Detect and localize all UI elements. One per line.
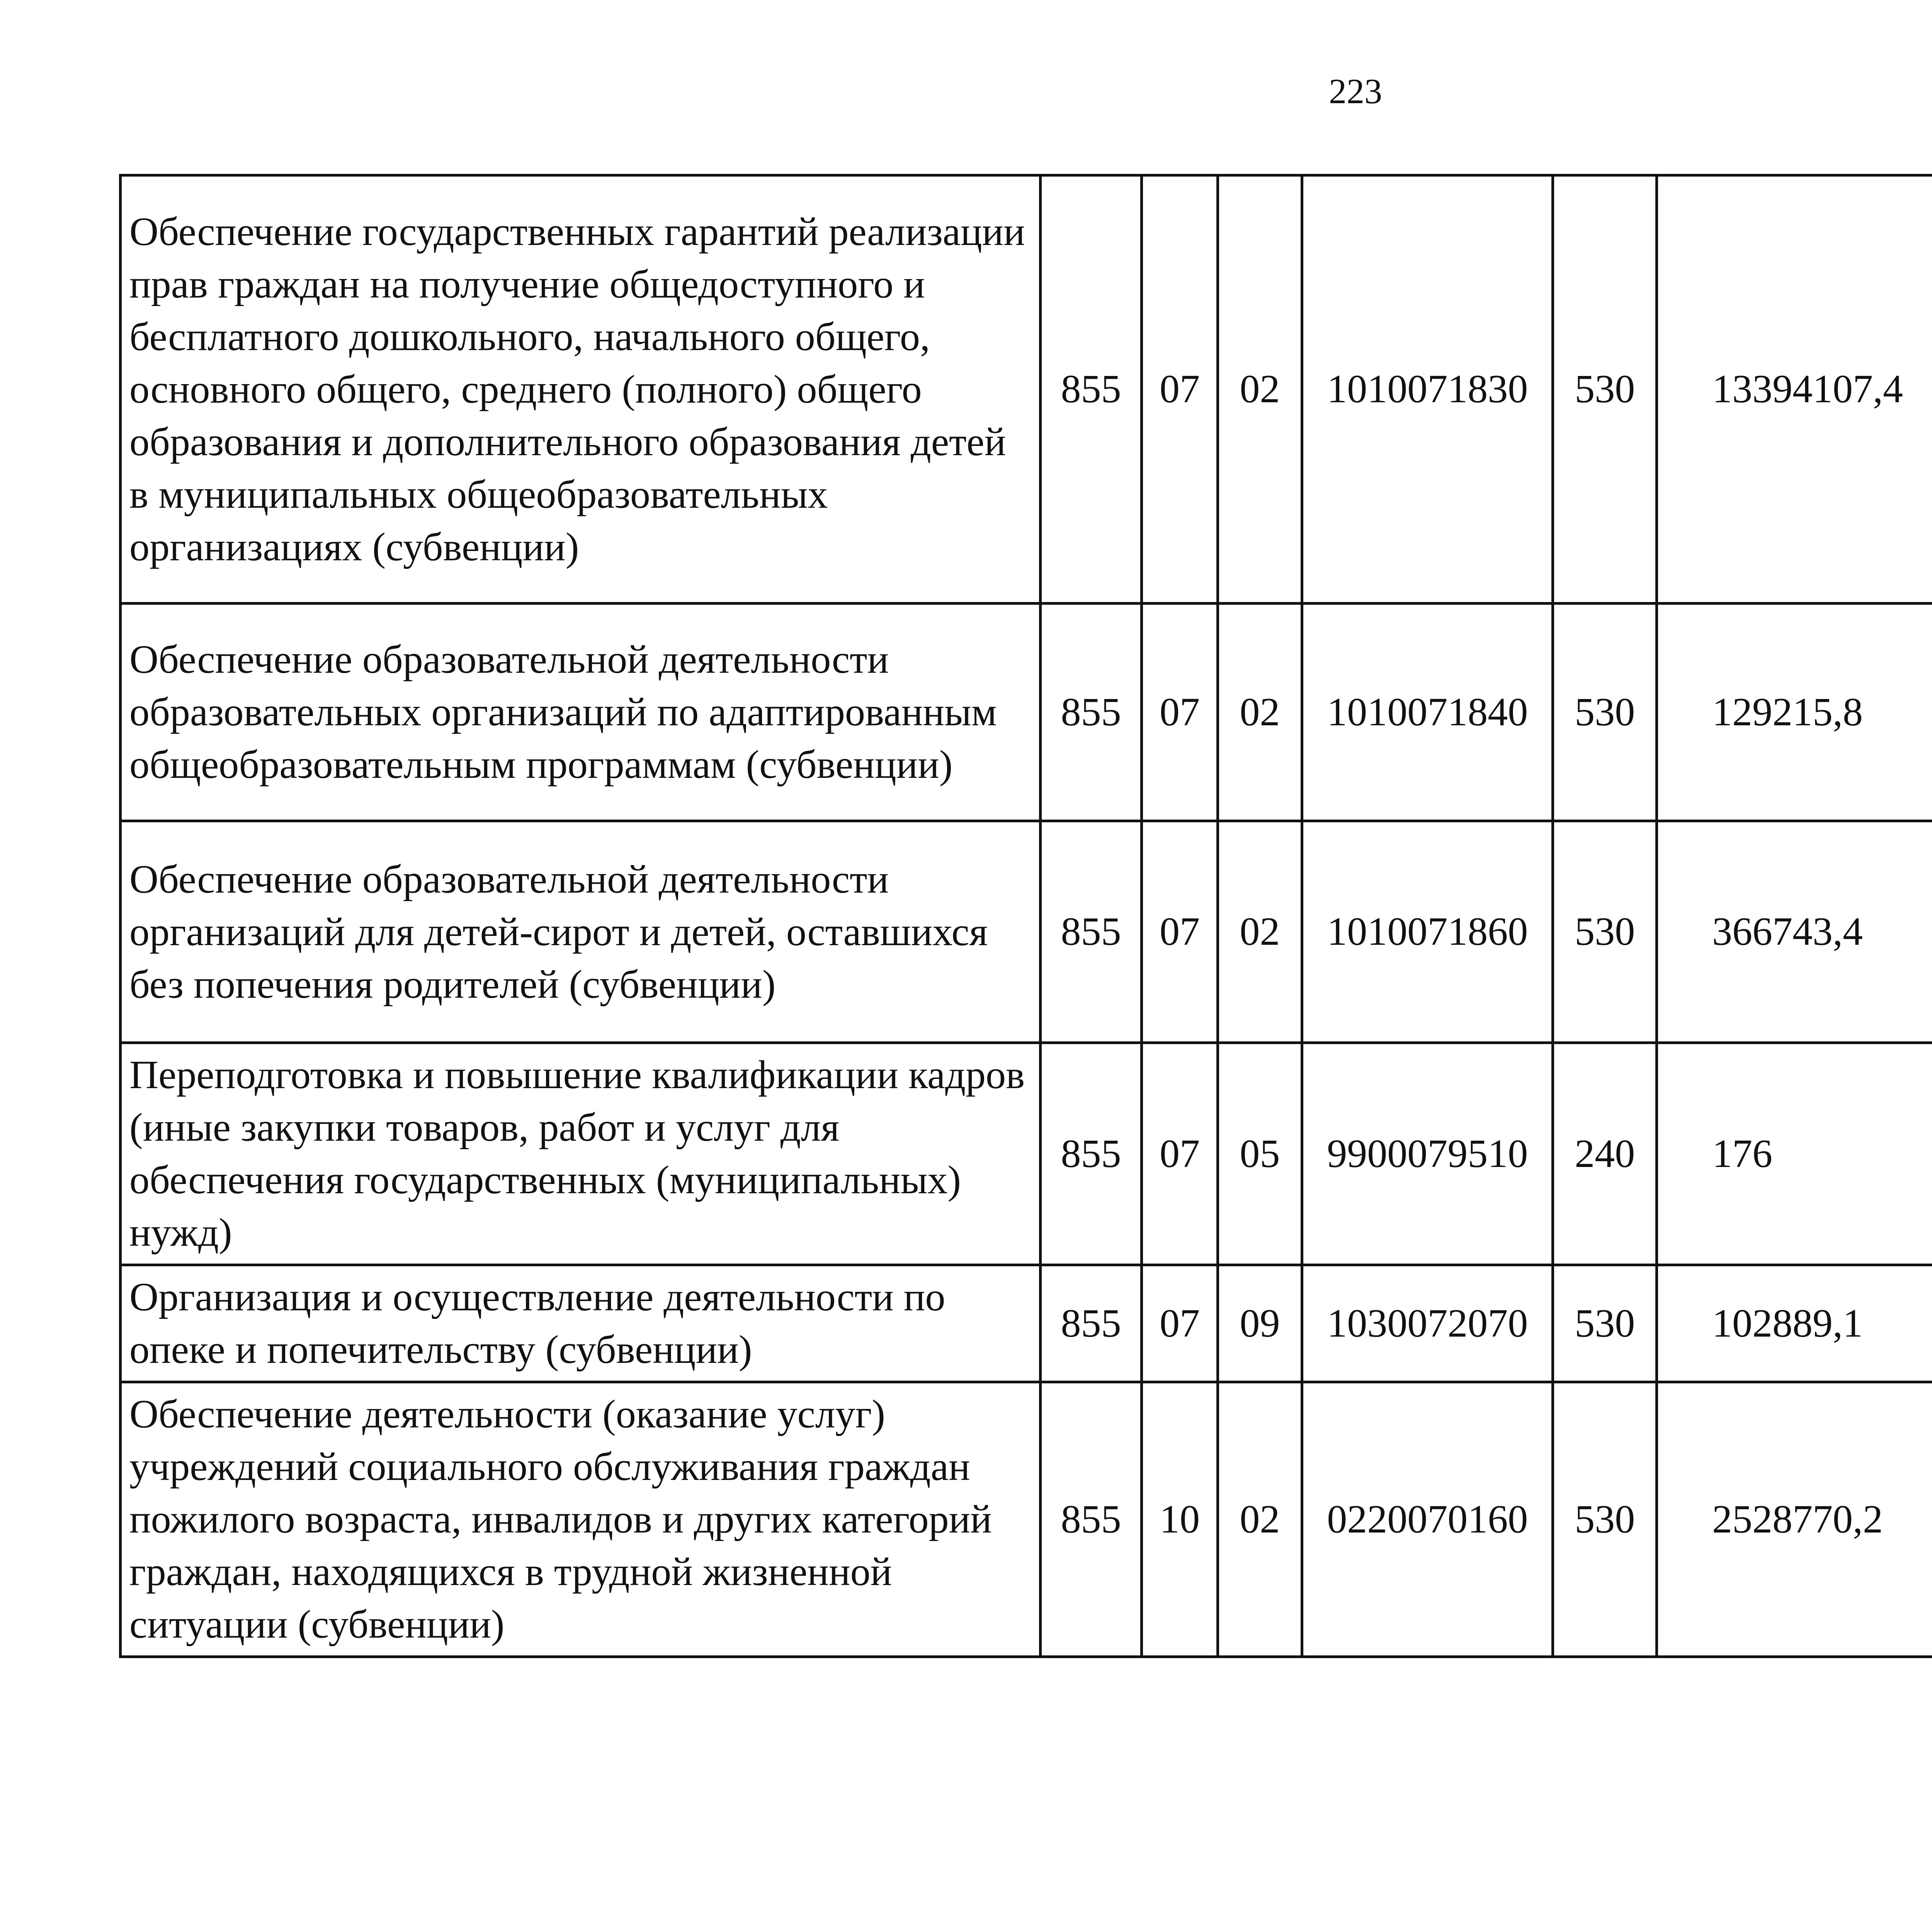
expense-type-cell: 530 (1553, 604, 1657, 821)
section-code-cell: 07 (1142, 175, 1218, 604)
description-cell: Обеспечение деятельности (оказание услуг) учреждений социального обслуживания граждан пожилого возраста, инвалидов и других категорий граждан, находящихся в трудной жизненной ситуации (субвенции) (121, 1382, 1041, 1657)
table-row (121, 821, 1932, 1043)
ministry-code-cell: 855 (1040, 1043, 1142, 1265)
section-code-cell: 07 (1142, 821, 1218, 1043)
amount-cell-1: 102889,1 (1656, 1265, 1932, 1382)
subsection-code-cell: 02 (1218, 175, 1302, 604)
section-code-cell: 07 (1142, 1043, 1218, 1265)
target-article-cell: 1030072070 (1302, 1265, 1553, 1382)
section-code-cell: 10 (1142, 1382, 1218, 1657)
expense-type-cell: 240 (1553, 1043, 1657, 1265)
ministry-code-cell: 855 (1040, 175, 1142, 604)
section-code-cell: 07 (1142, 1265, 1218, 1382)
subsection-code-cell: 05 (1218, 1043, 1302, 1265)
amount-cell-1: 176 (1656, 1043, 1932, 1265)
description-cell: Обеспечение государственных гарантий реализации прав граждан на получение общедоступного и бесплатного дошкольного, начального общего, основного общего, среднего (полного) общего образования и дополнительного образования детей в муниципальных общеобразовательных организациях (субвенции) (121, 175, 1041, 604)
target-article-cell: 1010071830 (1302, 175, 1553, 604)
target-article-cell: 0220070160 (1302, 1382, 1553, 1657)
description-cell: Обеспечение образовательной деятельности организаций для детей-сирот и детей, оставшихся без попечения родителей (субвенции) (121, 821, 1041, 1043)
amount-cell-1: 129215,8 (1656, 604, 1932, 821)
expense-type-cell: 530 (1553, 1382, 1657, 1657)
description-cell: Обеспечение образовательной деятельности образовательных организаций по адаптированным общеобразовательным программам (субвенции) (121, 604, 1041, 821)
target-article-cell: 1010071860 (1302, 821, 1553, 1043)
table-row (121, 1382, 1932, 1657)
amount-cell-1: 366743,4 (1656, 821, 1932, 1043)
subsection-code-cell: 09 (1218, 1265, 1302, 1382)
target-article-cell: 9900079510 (1302, 1043, 1553, 1265)
table-row (121, 604, 1932, 821)
section-code-cell: 07 (1142, 604, 1218, 821)
expense-type-cell: 530 (1553, 175, 1657, 604)
subsection-code-cell: 02 (1218, 604, 1302, 821)
subsection-code-cell: 02 (1218, 821, 1302, 1043)
description-cell: Переподготовка и повышение квалификации кадров (иные закупки товаров, работ и услуг для обеспечения государственных (муниципальных) нужд) (121, 1043, 1041, 1265)
table-row (121, 1043, 1932, 1265)
table-row (121, 175, 1932, 604)
amount-cell-1: 2528770,2 (1656, 1382, 1932, 1657)
ministry-code-cell: 855 (1040, 604, 1142, 821)
target-article-cell: 1010071840 (1302, 604, 1553, 821)
subsection-code-cell: 02 (1218, 1382, 1302, 1657)
ministry-code-cell: 855 (1040, 1382, 1142, 1657)
ministry-code-cell: 855 (1040, 1265, 1142, 1382)
expense-type-cell: 530 (1553, 821, 1657, 1043)
amount-cell-1: 13394107,4 (1656, 175, 1932, 604)
budget-table-body (121, 175, 1932, 1657)
expense-type-cell: 530 (1553, 1265, 1657, 1382)
ministry-code-cell: 855 (1040, 821, 1142, 1043)
table-row (121, 1265, 1932, 1382)
description-cell: Организация и осуществление деятельности по опеке и попечительству (субвенции) (121, 1265, 1041, 1382)
page-number: 223 (1329, 71, 1382, 111)
budget-table (119, 174, 1932, 1658)
